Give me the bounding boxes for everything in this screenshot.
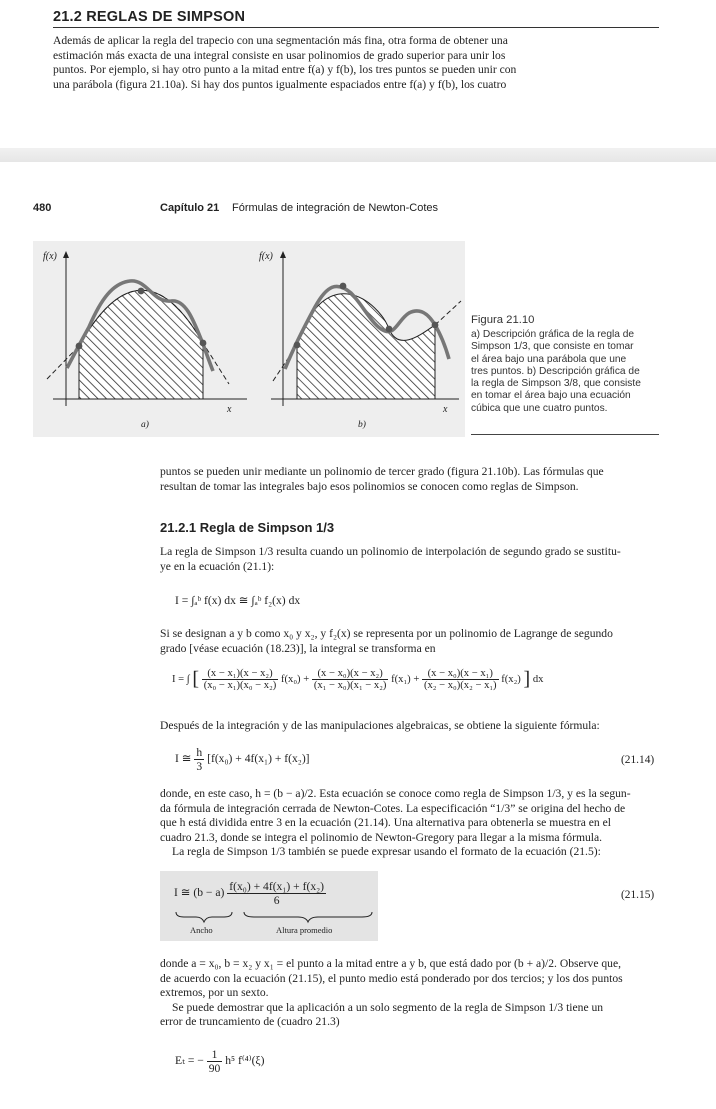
bracket-close: ] (523, 668, 531, 690)
intro-line: puntos. Por ejemplo, si hay otro punto a la mitad entre f(a) y f(b), los tres puntos se pueden unir con (53, 63, 517, 77)
paragraph-line: ye en la ecuación (21.1): (160, 559, 275, 573)
panel-a-graph (47, 251, 247, 406)
intro-line: una parábola (figura 21.10a). Si hay dos puntos igualmente espaciados entre f(a) y f(b), los cuatro (53, 77, 507, 91)
eq3-body: [f(x₀) + 4f(x₁) + f(x₂)] (207, 752, 310, 766)
eq5-body: h⁵ f⁽⁴⁾(ξ) (225, 1054, 265, 1068)
intro-paragraph (53, 34, 659, 92)
subsection-title: 21.2.1 Regla de Simpson 1/3 (160, 520, 335, 535)
panel-a-y-arrow (63, 251, 69, 258)
paragraph-line: grado [véase ecuación (18.23)], la integral se transforma en (160, 641, 436, 655)
equation-21-15 (174, 880, 326, 907)
paragraph-line: extremos, por un sexto. (160, 986, 269, 1000)
caption-line: la regla de Simpson 3/8, que consiste (471, 378, 641, 390)
paragraph-line: donde a = x₀, b = x₂ y x₁ = el punto a la mitad entre a y b, que está dado por (b + a)/2. Observe que, (160, 957, 622, 970)
eq2-frac-1: $\frac{\text{(x − x₁)(x − x₂)}}{\text{(x₀ − x₁)(x₀ − x₂)}}$ (203, 668, 277, 691)
eq2-lead: I = ∫ (172, 673, 190, 685)
figure-21-10 (33, 241, 465, 437)
eq3-frac: $\frac{h}{3}$ (196, 746, 203, 773)
paragraph-line: que h está dividida entre 3 en la ecuación (21.14). Una alternativa para obtenerla se muestra en el (160, 816, 611, 830)
equation-lagrange (172, 668, 543, 691)
panel-a-point (200, 340, 207, 347)
paragraph-line: La regla de Simpson 1/3 también se puede expresar usando el formato de la ecuación (21.5): (172, 845, 601, 859)
paragraph-3 (160, 627, 660, 656)
bracket-open: [ (192, 668, 200, 690)
paragraph-line: cuadro 21.3, donde se integra el polinomio de Newton-Gregory para llegar a la misma fórmula. (160, 830, 603, 844)
equation-number: (21.14) (621, 754, 655, 766)
equation-number: (21.15) (621, 889, 655, 901)
paragraph-1 (160, 465, 660, 494)
eq2-frac-2: $\frac{\text{(x − x₀)(x − x₂)}}{\text{(x₁ − x₀)(x₁ − x₂)}}$ (313, 668, 387, 691)
eq3-lead: I ≅ (175, 752, 192, 766)
paragraph-5 (160, 787, 660, 860)
section-title: 21.2 REGLAS DE SIMPSON (53, 9, 246, 25)
label-width: Ancho (190, 925, 213, 935)
panel-a-xlabel: x (227, 404, 232, 415)
chapter-title: Fórmulas de integración de Newton-Cotes (232, 202, 439, 214)
caption-rule (471, 434, 659, 435)
caption-line: en tomar el área bajo una ecuación (471, 390, 631, 402)
paragraph-line: Se puede demostrar que la aplicación a un solo segmento de la regla de Simpson 1/3 tiene un (172, 1000, 604, 1014)
panel-a-point (138, 288, 145, 295)
eq2-tail: dx (532, 673, 544, 685)
equation-21-14 (175, 746, 310, 773)
paragraph-line: Si se designan a y b como x₀ y x₂, y f₂(x) se representa por un polinomio de Lagrange de segundo (160, 627, 613, 640)
caption-line: tres puntos. b) Descripción gráfica de (471, 365, 640, 377)
paragraph-line: Después de la integración y de las manipulaciones algebraicas, se obtiene la siguiente fórmula: (160, 719, 600, 732)
paragraph-line: da fórmula de integración cerrada de Newton-Cotes. La especificación “1/3” se origina del hecho de (160, 801, 626, 815)
panel-b-graph (271, 251, 461, 406)
equation-integral: I = ∫ₐᵇ f(x) dx ≅ ∫ₐᵇ f₂(x) dx (175, 594, 301, 607)
paragraph-line: error de truncamiento de (cuadro 21.3) (160, 1015, 340, 1029)
paragraph-line: La regla de Simpson 1/3 resulta cuando un polinomio de interpolación de segundo grado se sustitu- (160, 545, 621, 558)
caption-line: a) Descripción gráfica de la regla de (471, 329, 635, 340)
panel-b-point (294, 342, 301, 349)
eq2-frac-3: $\frac{\text{(x − x₀)(x − x₁)}}{\text{(x₂ − x₀)(x₂ − x₁)}}$ (423, 668, 497, 691)
paragraph-line: donde, en este caso, h = (b − a)/2. Esta ecuación se conoce como regla de Simpson 1/3, y es la segun- (160, 787, 631, 800)
eq2-term-1: f(x₀) + (280, 673, 310, 685)
panel-b-ylabel: f(x) (259, 251, 273, 262)
panel-a-ylabel: f(x) (43, 251, 57, 262)
eq5-frac: $\frac{1}{90}$ (208, 1048, 221, 1075)
page-separator (0, 148, 716, 162)
paragraph-2 (160, 545, 660, 574)
panel-b-point (386, 326, 393, 333)
section-rule (53, 27, 659, 28)
chapter-label: Capítulo 21 (160, 202, 220, 214)
page-number: 480 (33, 202, 52, 214)
panel-b-y-arrow (280, 251, 286, 258)
panel-b-point (432, 322, 439, 329)
intro-line: Además de aplicar la regla del trapecio con una segmentación más fina, otra forma de obtener una (53, 34, 508, 47)
caption-line: el área bajo una parábola que une (471, 353, 627, 365)
panel-a-label: a) (141, 420, 149, 430)
paragraph-4 (160, 719, 660, 734)
paragraph-6 (160, 957, 660, 1030)
panel-b-point (340, 283, 347, 290)
eq4-frac: $\frac{\text{f(x₀) + 4f(x₁) + f(x₂)}}{6}$ (229, 880, 325, 907)
intro-line: estimación más exacta de una integral consiste en usar polinomios de grado superior para unir los (53, 48, 506, 62)
equation-braces (174, 910, 374, 924)
equation-error (175, 1048, 264, 1075)
panel-b-label: b) (358, 420, 366, 430)
caption-line: Simpson 1/3, que consiste en tomar (471, 341, 634, 353)
figure-caption-title: Figura 21.10 (471, 314, 535, 326)
paragraph-line: de acuerdo con la ecuación (21.15), el punto medio está ponderado por dos tercios; y los dos puntos (160, 971, 623, 985)
panel-a-point (76, 343, 83, 350)
paragraph-line: resultan de tomar las integrales bajo esos polinomios se conocen como reglas de Simpson. (160, 479, 579, 493)
eq4-lead: I ≅ (b − a) (174, 886, 225, 900)
panel-b-xlabel: x (443, 404, 448, 415)
eq2-term-3: f(x₂) (501, 673, 521, 685)
paragraph-line: puntos se pueden unir mediante un polinomio de tercer grado (figura 21.10b). Las fórmulas que (160, 465, 604, 478)
figure-caption (471, 329, 661, 415)
eq2-term-2: f(x₁) + (391, 673, 420, 685)
label-avg-height: Altura promedio (276, 925, 333, 935)
eq5-lead: Eₜ = − (175, 1054, 204, 1068)
caption-line: cúbica que une cuatro puntos. (471, 402, 608, 414)
